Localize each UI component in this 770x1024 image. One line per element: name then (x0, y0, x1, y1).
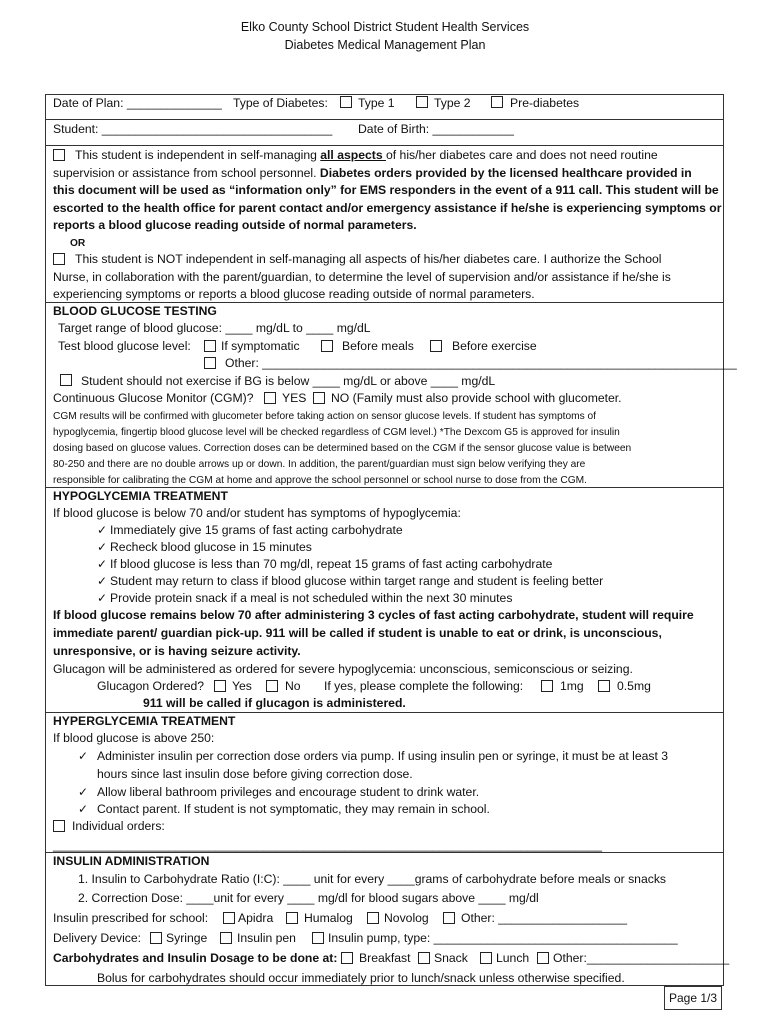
date-of-birth-field[interactable]: Date of Birth: ____________ (358, 122, 514, 136)
other-insulin-field[interactable]: Other: ___________________ (461, 911, 628, 925)
novolog-label: Novolog (384, 911, 429, 925)
delivery-device-label: Delivery Device: (53, 931, 142, 945)
if-symptomatic-label: If symptomatic (221, 339, 300, 353)
if-symptomatic-checkbox[interactable] (204, 340, 216, 352)
insulin-prescribed-label: Insulin prescribed for school: (53, 911, 209, 925)
other-time-field[interactable]: Other:_____________________ (553, 951, 730, 965)
correction-dose-field[interactable]: 2. Correction Dose: ____unit for every ____ mg/dl for blood sugars above ____ mg/dl (78, 891, 539, 905)
insulin-title: INSULIN ADMINISTRATION (53, 854, 210, 868)
hypo-warning-line: unresponsive, or is having seizure activity. (53, 644, 301, 658)
novolog-checkbox[interactable] (367, 912, 379, 924)
other-test-field[interactable]: Other: ______________________________________________________________________ (225, 356, 737, 370)
check-icon: ✓ (78, 785, 89, 799)
target-range-field[interactable]: Target range of blood glucose: ____ mg/dL to ____ mg/dL (58, 321, 371, 335)
hyper-step-line: Administer insulin per correction dose orders via pump. If using insulin pen or syringe, it must be at least 3 (97, 749, 669, 763)
cgm-no-label: NO (Family must also provide school with glucometer. (331, 391, 622, 405)
glucagon-911-note: 911 will be called if glucagon is administered. (143, 696, 406, 710)
hypo-step: ✓ Recheck blood glucose in 15 minutes (97, 540, 312, 554)
insulin-pen-checkbox[interactable] (220, 932, 232, 944)
type1-label: Type 1 (358, 96, 395, 110)
before-meals-label: Before meals (342, 339, 414, 353)
individual-orders-checkbox[interactable] (53, 820, 65, 832)
individual-orders-field[interactable]: _________________________________________________________________________________ (53, 838, 603, 852)
syringe-checkbox[interactable] (150, 932, 162, 944)
other-insulin-checkbox[interactable] (443, 912, 455, 924)
not-independent-checkbox[interactable] (53, 253, 65, 265)
glucagon-yes-label: Yes (232, 679, 252, 693)
page-number: Page 1/3 (664, 986, 722, 1010)
check-icon: ✓ (97, 557, 108, 571)
breakfast-label: Breakfast (359, 951, 411, 965)
hyper-step-line: hours since last insulin dose before giving correction dose. (97, 767, 413, 781)
cgm-no-checkbox[interactable] (313, 392, 325, 404)
check-icon: ✓ (97, 540, 108, 554)
divider (45, 145, 724, 146)
no-exercise-text: Student should not exercise if BG is below ____ mg/dL or above ____ mg/dL (81, 374, 496, 388)
type-of-diabetes-label: Type of Diabetes: (233, 96, 328, 110)
independent-checkbox[interactable] (53, 149, 65, 161)
not-independent-line-3: experiencing symptoms or reports a blood glucose reading outside of normal parameters. (53, 287, 535, 301)
check-icon: ✓ (78, 749, 89, 763)
glucagon-no-checkbox[interactable] (266, 680, 278, 692)
snack-checkbox[interactable] (418, 952, 430, 964)
check-icon: ✓ (97, 523, 108, 537)
plan-title: Diabetes Medical Management Plan (284, 38, 486, 52)
ic-ratio-field[interactable]: 1. Insulin to Carbohydrate Ratio (I:C): ____ unit for every ____grams of carbohydrate before meals or snacks (78, 872, 667, 886)
date-of-plan-field[interactable]: Date of Plan: ______________ (53, 96, 222, 110)
cgm-note-line: dosing based on glucose values. Correction doses can be determined based on the CGM if the sensor glucose value is between (53, 443, 632, 454)
check-icon: ✓ (97, 574, 108, 588)
type2-checkbox[interactable] (416, 96, 428, 108)
glucagon-ordered-label: Glucagon Ordered? (97, 679, 205, 693)
not-independent-line-1: This student is NOT independent in self-managing all aspects of his/her diabetes care. I authorize the School (75, 252, 662, 266)
humalog-label: Humalog (304, 911, 353, 925)
glucagon-if-yes-label: If yes, please complete the following: (324, 679, 524, 693)
type2-label: Type 2 (434, 96, 471, 110)
independent-line-4: escorted to the health office for parent contact and/or emergency assistance if he/she is experiencing symptoms or (53, 201, 722, 215)
glucagon-text: Glucagon will be administered as ordered for severe hypoglycemia: unconscious, semiconscious or seizing. (53, 662, 633, 676)
hypo-step: ✓ Provide protein snack if a meal is not scheduled within the next 30 minutes (97, 591, 513, 605)
prediabetes-label: Pre-diabetes (510, 96, 580, 110)
test-level-label: Test blood glucose level: (58, 339, 191, 353)
hypo-step: ✓ If blood glucose is less than 70 mg/dl, repeat 15 grams of fast acting carbohydrate (97, 557, 553, 571)
hyper-title: HYPERGLYCEMIA TREATMENT (53, 714, 236, 728)
student-name-field[interactable]: Student: __________________________________ (53, 122, 333, 136)
hypo-warning-line: If blood glucose remains below 70 after administering 3 cycles of fast acting carbohydrate, student will require (53, 608, 694, 622)
breakfast-checkbox[interactable] (341, 952, 353, 964)
no-exercise-checkbox[interactable] (60, 374, 72, 386)
or-label: OR (70, 238, 86, 249)
hyper-step-line: Contact parent. If student is not symptomatic, they may remain in school. (97, 802, 490, 816)
insulin-pump-checkbox[interactable] (312, 932, 324, 944)
apidra-label: Apidra (238, 911, 274, 925)
hypo-intro: If blood glucose is below 70 and/or student has symptoms of hypoglycemia: (53, 506, 461, 520)
bolus-note: Bolus for carbohydrates should occur immediately prior to lunch/snack unless otherwise specified. (97, 971, 625, 985)
district-title: Elko County School District Student Health Services (240, 20, 530, 34)
divider (45, 119, 724, 120)
prediabetes-checkbox[interactable] (491, 96, 503, 108)
cgm-label: Continuous Glucose Monitor (CGM)? (53, 391, 254, 405)
glucagon-yes-checkbox[interactable] (214, 680, 226, 692)
lunch-label: Lunch (496, 951, 530, 965)
type1-checkbox[interactable] (340, 96, 352, 108)
individual-orders-label: Individual orders: (72, 819, 165, 833)
insulin-pump-field[interactable]: Insulin pump, type: ____________________________________ (328, 931, 678, 945)
cgm-yes-label: YES (282, 391, 307, 405)
humalog-checkbox[interactable] (286, 912, 298, 924)
before-exercise-label: Before exercise (452, 339, 537, 353)
before-meals-checkbox[interactable] (321, 340, 333, 352)
hypo-step: ✓ Immediately give 15 grams of fast acting carbohydrate (97, 523, 403, 537)
dosage-times-label: Carbohydrates and Insulin Dosage to be done at: (53, 951, 338, 965)
cgm-note-line: responsible for calibrating the CGM at home and approve the school personnel or school nurse to dose from the CGM. (53, 475, 587, 486)
cgm-note-line: 80-250 and there are no double arrows up or down. In addition, the parent/guardian must sign below verifying they are (53, 459, 586, 470)
not-independent-line-2: Nurse, in collaboration with the parent/guardian, to determine the level of supervision and/or assistance if he/she is (53, 270, 671, 284)
syringe-label: Syringe (166, 931, 208, 945)
glucagon-1mg-checkbox[interactable] (541, 680, 553, 692)
divider (45, 302, 724, 303)
independent-line-1: This student is independent in self-managing all aspects of his/her diabetes care and does not need routine (75, 148, 658, 162)
hypo-step: ✓ Student may return to class if blood glucose within target range and student is feeling better (97, 574, 604, 588)
other-test-checkbox[interactable] (204, 357, 216, 369)
cgm-note-line: CGM results will be confirmed with glucometer before taking action on sensor glucose levels. If student has symptoms of (53, 411, 597, 422)
glucagon-05mg-checkbox[interactable] (598, 680, 610, 692)
lunch-checkbox[interactable] (480, 952, 492, 964)
insulin-pen-label: Insulin pen (237, 931, 296, 945)
other-time-checkbox[interactable] (537, 952, 549, 964)
glucagon-no-label: No (285, 679, 301, 693)
independent-line-5: reports a blood glucose reading outside of normal parameters. (53, 218, 417, 232)
hypo-warning-line: immediate parent/ guardian pick-up. 911 will be called if student is unable to eat or drink, is unconscious, (53, 626, 662, 640)
divider (45, 712, 724, 713)
independent-line-3: this document will be used as “information only” for EMS responders in the event of a 911 call. This student will be (53, 183, 719, 197)
check-icon: ✓ (78, 802, 89, 816)
check-icon: ✓ (97, 591, 108, 605)
cgm-yes-checkbox[interactable] (264, 392, 276, 404)
snack-label: Snack (434, 951, 468, 965)
bg-testing-title: BLOOD GLUCOSE TESTING (53, 304, 217, 318)
glucagon-1mg-label: 1mg (560, 679, 584, 693)
glucagon-05mg-label: 0.5mg (617, 679, 651, 693)
hyper-intro: If blood glucose is above 250: (53, 731, 215, 745)
independent-line-2: supervision or assistance from school personnel. Diabetes orders provided by the licensed healthcare provided in (53, 166, 692, 180)
cgm-note-line: hypoglycemia, fingertip blood glucose level will be checked regardless of CGM level.) *The Dexcom G5 is approved for insulin (53, 427, 620, 438)
hyper-step-line: Allow liberal bathroom privileges and encourage student to drink water. (97, 785, 480, 799)
before-exercise-checkbox[interactable] (430, 340, 442, 352)
hypo-title: HYPOGLYCEMIA TREATMENT (53, 489, 228, 503)
apidra-checkbox[interactable] (223, 912, 235, 924)
